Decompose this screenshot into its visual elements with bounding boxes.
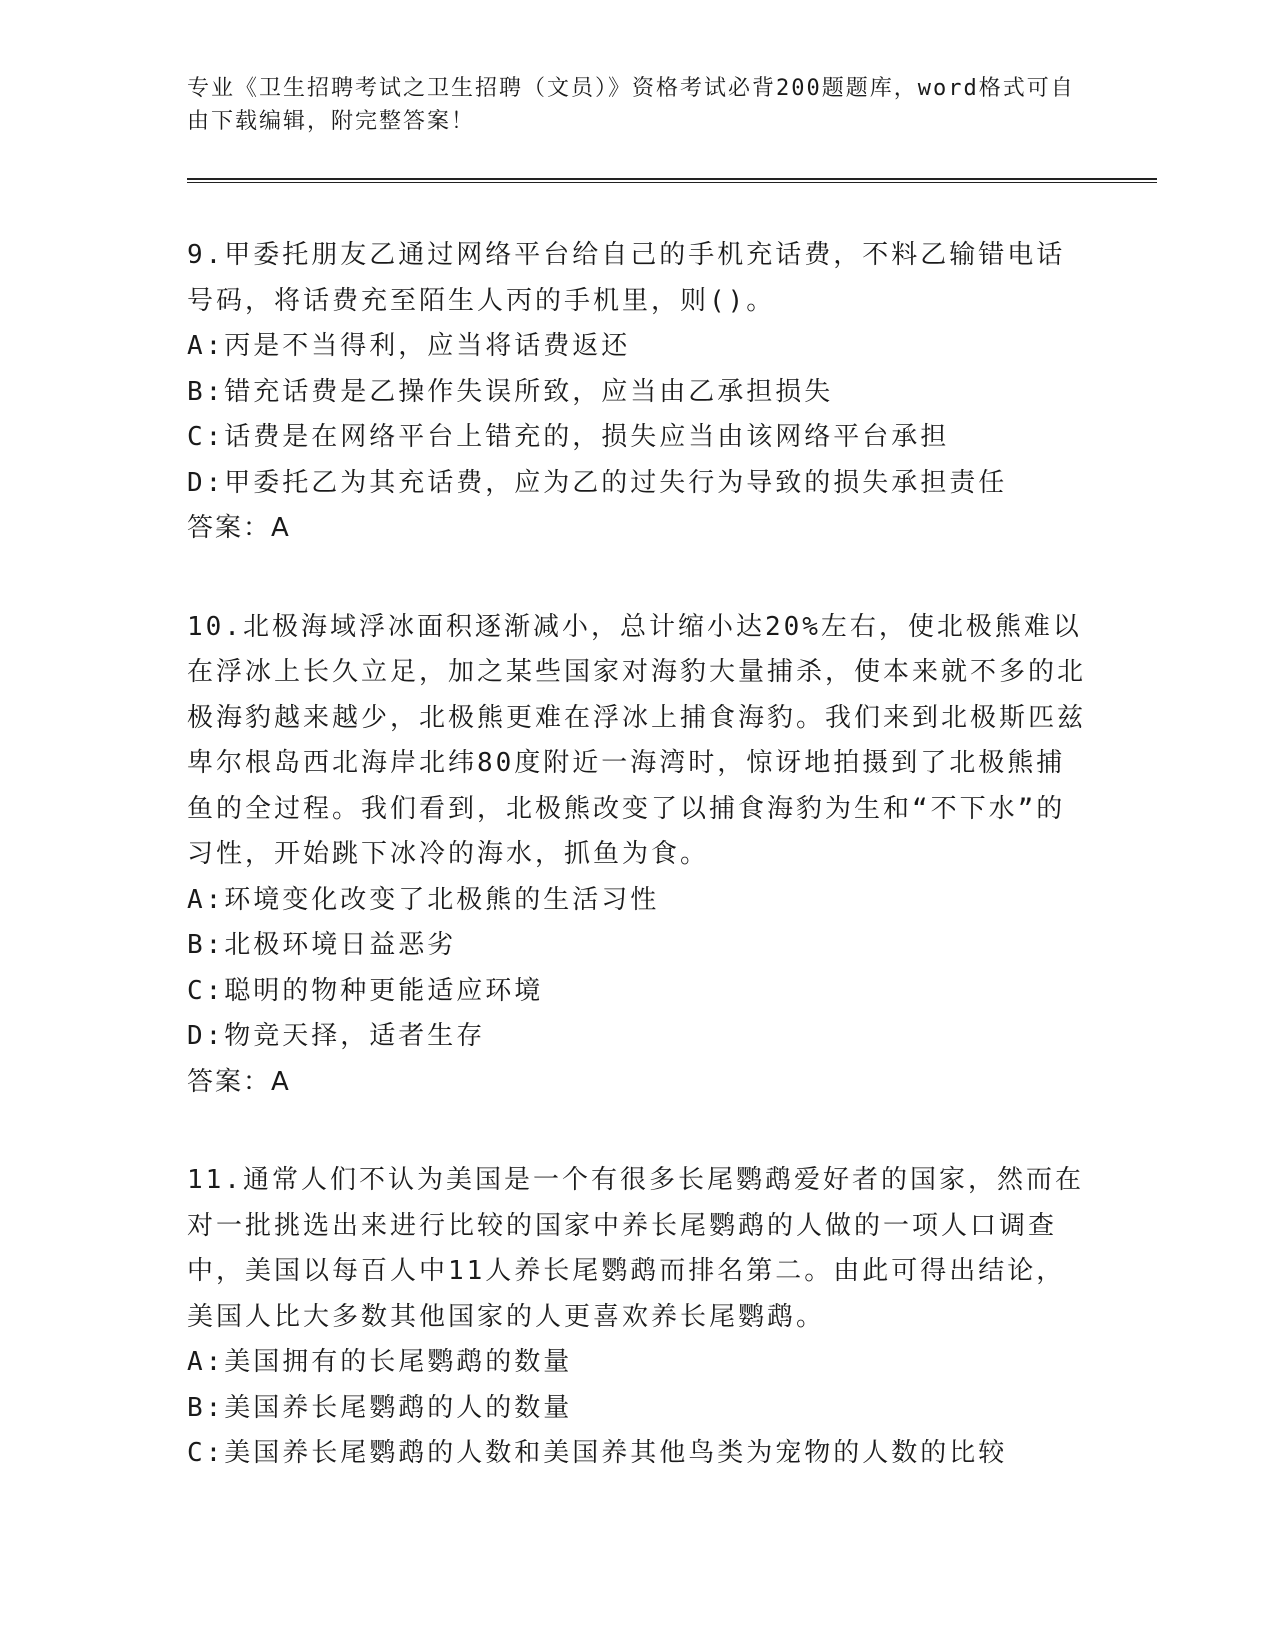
option-a: A:美国拥有的长尾鹦鹉的数量 <box>187 1347 573 1377</box>
question-9 <box>187 233 1087 552</box>
header-double-rule <box>187 178 1157 183</box>
option-a: A:丙是不当得利，应当将话费返还 <box>187 331 631 361</box>
option-c: C:美国养长尾鹦鹉的人数和美国养其他鸟类为宠物的人数的比较 <box>187 1438 1008 1468</box>
question-stem: 9.甲委托朋友乙通过网络平台给自己的手机充话费，不料乙输错电话号码，将话费充至陌生人丙的手机里，则()。 <box>187 240 1066 316</box>
question-10 <box>187 605 1087 1106</box>
option-c: C:聪明的物种更能适应环境 <box>187 975 544 1006</box>
option-b: B:北极环境日益恶劣 <box>187 930 457 960</box>
page-header: 专业《卫生招聘考试之卫生招聘（文员）》资格考试必背200题题库，word格式可自由下载编辑，附完整答案！ <box>187 76 1075 134</box>
option-b: B:美国养长尾鹦鹉的人的数量 <box>187 1392 573 1423</box>
option-c: C:话费是在网络平台上错充的，损失应当由该网络平台承担 <box>187 422 950 452</box>
option-b: B:错充话费是乙操作失误所致，应当由乙承担损失 <box>187 376 834 407</box>
option-d: D:物竞天择，适者生存 <box>187 1021 486 1051</box>
question-stem: 10.北极海域浮冰面积逐渐减小，总计缩小达20%左右，使北极熊难以在浮冰上长久立足，加之某些国家对海豹大量捕杀，使本来就不多的北极海豹越来越少，北极熊更难在浮冰上捕食海豹。我们来到北极斯匹兹卑尔根岛西北海岸北纬80度附近一海湾时，惊讶地拍摄到了北极熊捕鱼的全过程。我们看到，北极熊改变了以捕食海豹为生和“不下水”的习性，开始跳下冰冷的海水，抓鱼为食。 <box>187 611 1087 869</box>
option-d: D:甲委托乙为其充话费，应为乙的过失行为导致的损失承担责任 <box>187 467 1008 498</box>
question-11 <box>187 1158 1087 1477</box>
question-stem: 11.通常人们不认为美国是一个有很多长尾鹦鹉爱好者的国家，然而在对一批挑选出来进行比较的国家中养长尾鹦鹉的人做的一项人口调查中，美国以每百人中11人养长尾鹦鹉而排名第二。由此可得出结论，美国人比大多数其他国家的人更喜欢养长尾鹦鹉。 <box>187 1165 1084 1332</box>
question-list <box>187 233 1087 1530</box>
option-a: A:环境变化改变了北极熊的生活习性 <box>187 884 660 915</box>
answer-line: 答案：A <box>187 513 291 543</box>
answer-line: 答案：A <box>187 1066 291 1097</box>
